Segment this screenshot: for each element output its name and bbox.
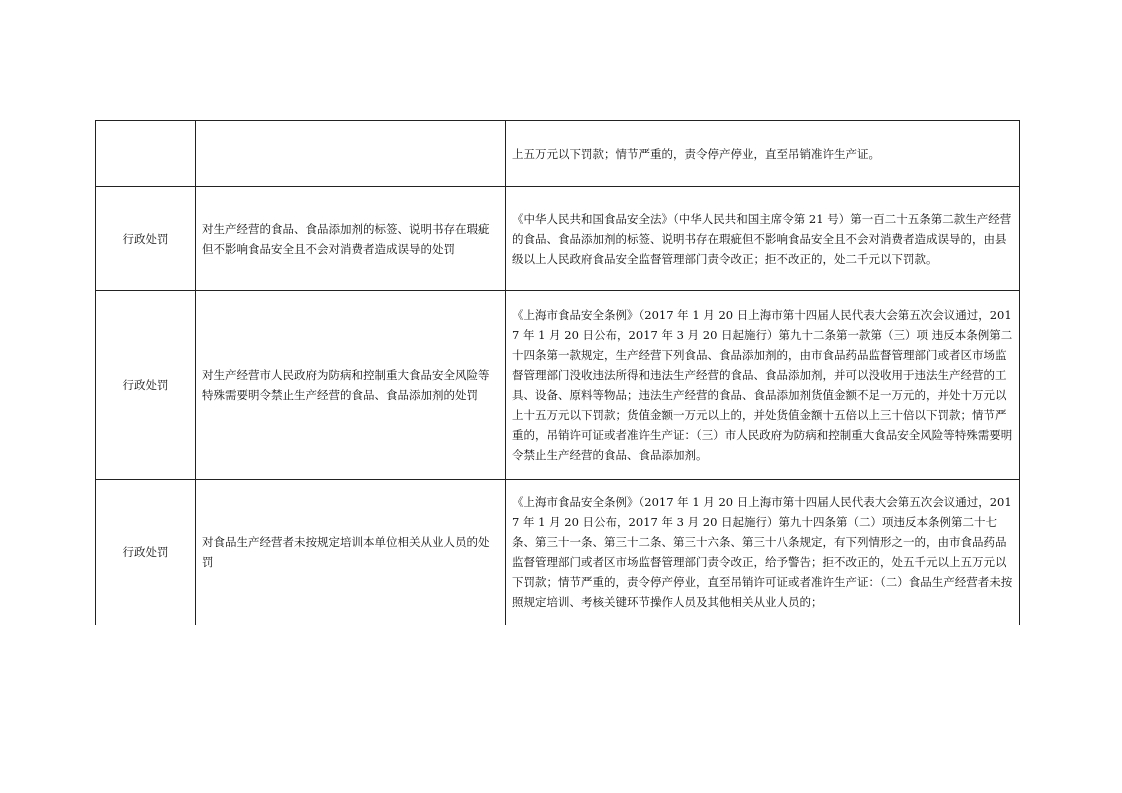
table-row bbox=[96, 480, 1020, 625]
penalty-type-cell: 行政处罚 bbox=[96, 291, 196, 480]
table-row bbox=[96, 187, 1020, 291]
penalty-item-cell: 对生产经营市人民政府为防病和控制重大食品安全风险等特殊需要明令禁止生产经营的食品、食品添加剂的处罚 bbox=[196, 291, 506, 480]
legal-basis-text: 《中华人民共和国食品安全法》（中华人民共和国主席令第 21 号）第一百二十五条第二款生产经营的食品、食品添加剂的标签、说明书存在瑕疵但不影响食品安全且不会对消费者造成误导的，由县级以上人民政府食品安全监督管理部门责令改正；拒不改正的，处二千元以下罚款。 bbox=[512, 211, 1012, 266]
table-row bbox=[96, 291, 1020, 480]
penalty-table bbox=[95, 120, 1020, 625]
penalty-item-cell: 对食品生产经营者未按规定培训本单位相关从业人员的处罚 bbox=[196, 480, 506, 625]
legal-basis-cell bbox=[506, 480, 1020, 625]
table-row bbox=[96, 121, 1020, 187]
penalty-item-cell: 对生产经营的食品、食品添加剂的标签、说明书存在瑕疵但不影响食品安全且不会对消费者造成误导的处罚 bbox=[196, 187, 506, 291]
legal-basis-cell bbox=[506, 291, 1020, 480]
legal-basis-text: 《上海市食品安全条例》（2017 年 1 月 20 日上海市第十四届人民代表大会第五次会议通过，2017 年 1 月 20 日公布，2017 年 3 月 20 日起施行）第九十四条第（二）项违反本条例第二十七条、第三十一条、第三十二条、第三十六条、第三十八条规定，有下列情形之一的，由市食品药品监督管理部门或者区市场监督管理部门责令改正，给予警告；拒不改正的，处五千元以上五万元以下罚款；情节严重的，责令停产停业，直至吊销许可证或者准许生产证：（二）食品生产经营者未按照规定培训、考核关键环节操作人员及其他相关从业人员的； bbox=[512, 495, 1013, 610]
legal-basis-text: 《上海市食品安全条例》（2017 年 1 月 20 日上海市第十四届人民代表大会第五次会议通过，2017 年 1 月 20 日公布，2017 年 3 月 20 日起施行）第九十二条第一款第（三）项 违反本条例第二十四条第一款规定，生产经营下列食品、食品添加剂的，由市食品药品监督管理部门或者区市场监督管理部门没收违法所得和违法生产经营的食品、食品添加剂，并可以没收用于违法生产经营的工具、设备、原料等物品；违法生产经营的食品、食品添加剂货值金额不足一万元的，并处十万元以上十五万元以下罚款；货值金额一万元以上的，并处货值金额十五倍以上三十倍以下罚款；情节严重的，吊销许可证或者准许生产证：（三）市人民政府为防病和控制重大食品安全风险等特殊需要明令禁止生产经营的食品、食品添加剂。 bbox=[512, 308, 1013, 462]
penalty-type-cell bbox=[96, 121, 196, 187]
penalty-item-cell bbox=[196, 121, 506, 187]
penalty-type-cell: 行政处罚 bbox=[96, 187, 196, 291]
penalty-type-cell: 行政处罚 bbox=[96, 480, 196, 625]
legal-basis-cell bbox=[506, 187, 1020, 291]
legal-basis-text: 上五万元以下罚款；情节严重的，责令停产停业，直至吊销准许生产证。 bbox=[512, 146, 880, 161]
legal-basis-cell bbox=[506, 121, 1020, 187]
